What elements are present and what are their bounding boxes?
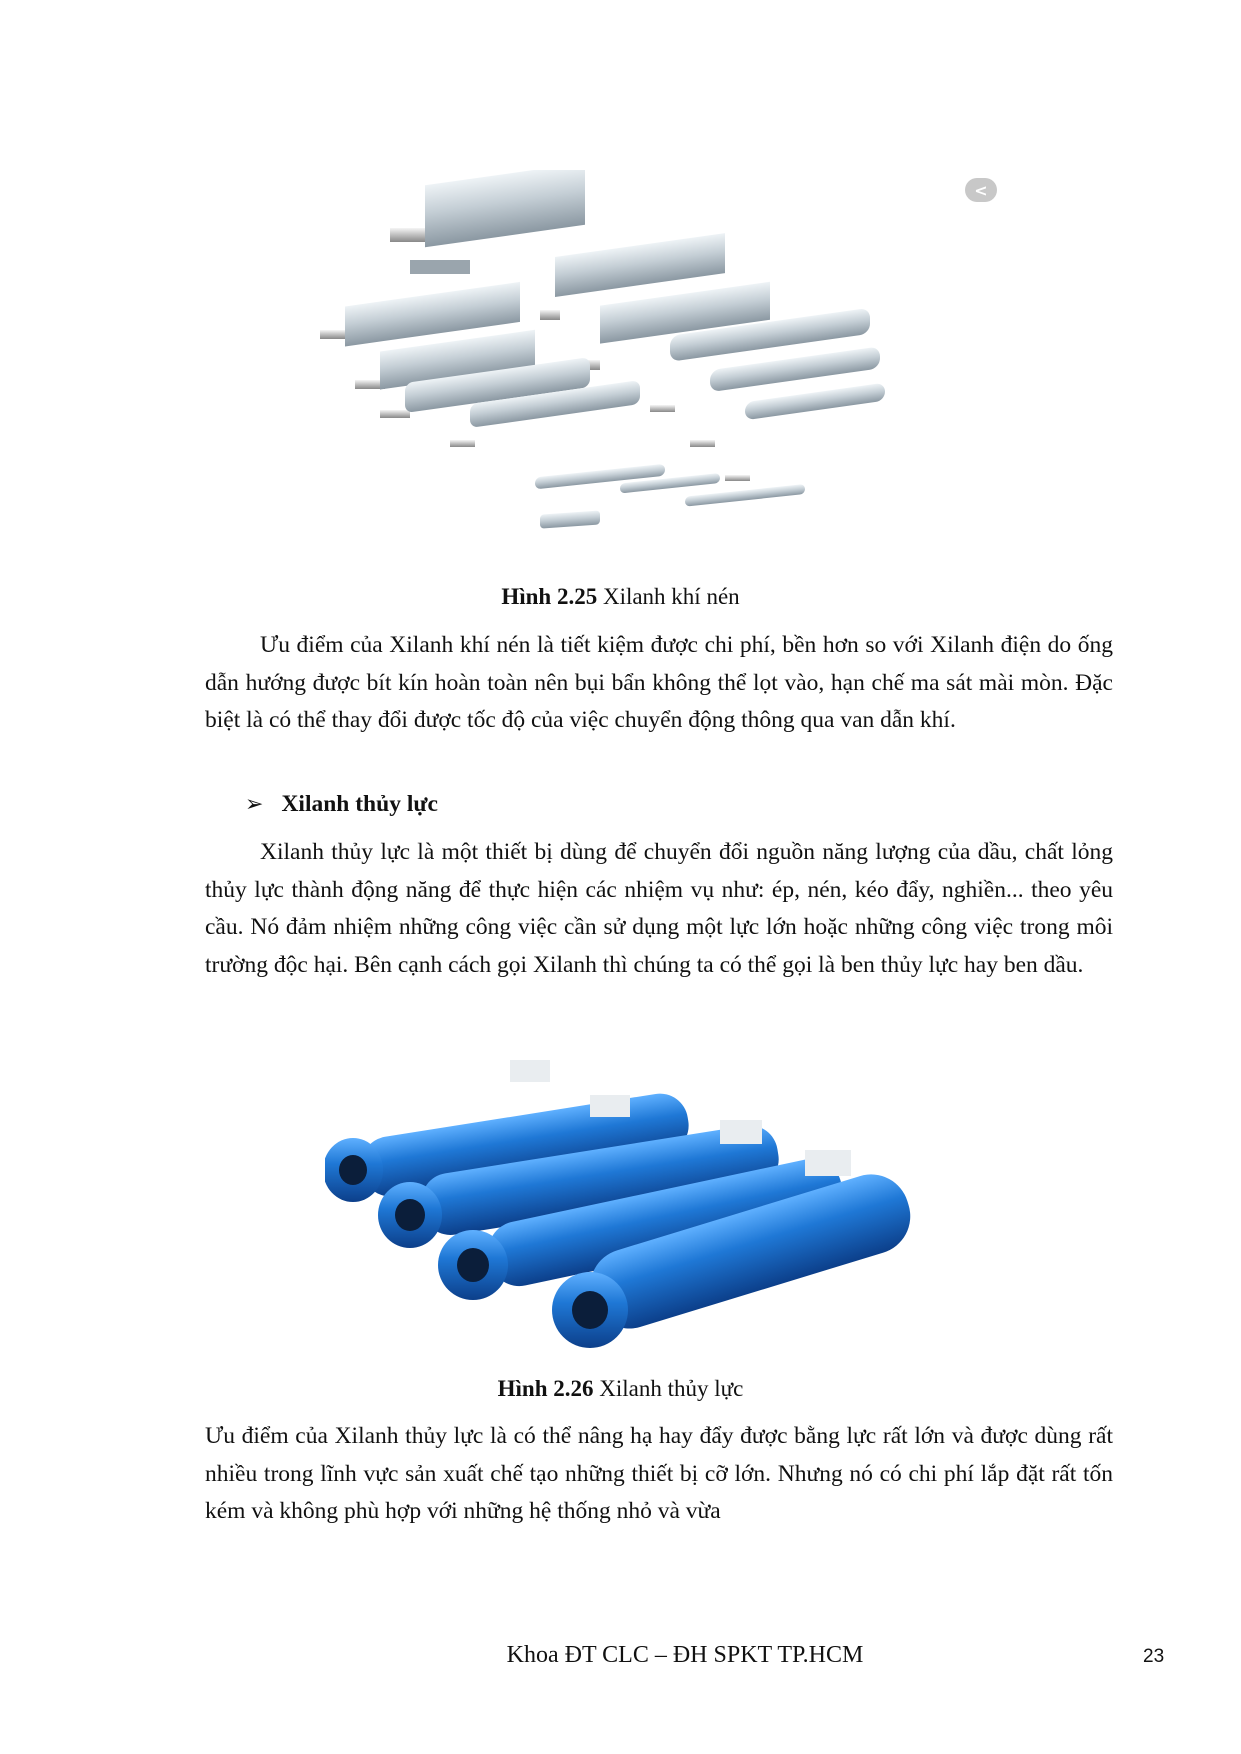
heading-text: Xilanh thủy lực <box>281 791 438 817</box>
cylinder-small-set <box>535 464 805 529</box>
cylinder-right-2 <box>570 282 770 370</box>
caption-text: Xilanh khí nén <box>597 584 740 609</box>
paragraph-pneumatic-advantages: Ưu điểm của Xilanh khí nén là tiết kiệm được chi phí, bền hơn so với Xilanh điện do ống dẫn hướng được bít kín hoàn toàn nên bụi bẩn không thể lọt vào, hạn chế ma sát mài mòn. Đặc biệt là có thể thay đổi được tốc độ của việc chuyển động thông qua van dẫn khí. <box>205 632 1113 733</box>
section-heading-hydraulic <box>245 791 438 818</box>
back-button[interactable] <box>965 178 997 202</box>
arrow-bullet-icon: ➢ <box>245 792 264 817</box>
footer-text: Khoa ĐT CLC – ĐH SPKT TP.HCM <box>506 1642 864 1668</box>
hydraulic-cylinders-image <box>325 1055 1005 1350</box>
chevron-left-icon: < <box>974 180 988 200</box>
figure-caption-2-26 <box>0 1376 1241 1402</box>
pneumatic-cylinders-image <box>320 170 1000 570</box>
caption-label: Hình 2.26 <box>497 1376 594 1401</box>
paragraph-hydraulic-advantages: Ưu điểm của Xilanh thủy lực là có thể nâng hạ hay đẩy được bằng lực rất lớn và được dùng rất nhiều trong lĩnh vực sản xuất chế tạo những thiết bị cỡ lớn. Nhưng nó có chi phí lắp đặt rất tốn kém và không phù hợp với những hệ thống nhỏ và vừa <box>205 1423 1113 1524</box>
figure-caption-2-25 <box>0 584 1241 610</box>
caption-label: Hình 2.25 <box>501 584 598 609</box>
caption-text: Xilanh thủy lực <box>593 1376 744 1401</box>
cylinder-right-5 <box>725 383 885 481</box>
page-number: 23 <box>1143 1646 1165 1667</box>
paragraph-hydraulic-description: Xilanh thủy lực là một thiết bị dùng để chuyển đổi nguồn năng lượng của dầu, chất lỏng thủy lực thành động năng để thực hiện các nhiệm vụ như: ép, nén, kéo đẩy, nghiền... theo yêu cầu. Nó đảm nhiệm những công việc cần sử dụng một lực lớn hoặc những công việc trong môi trường độc hại. Bên cạnh cách gọi Xilanh thì chúng ta có thể gọi là ben thủy lực hay ben dầu. <box>205 839 1113 978</box>
